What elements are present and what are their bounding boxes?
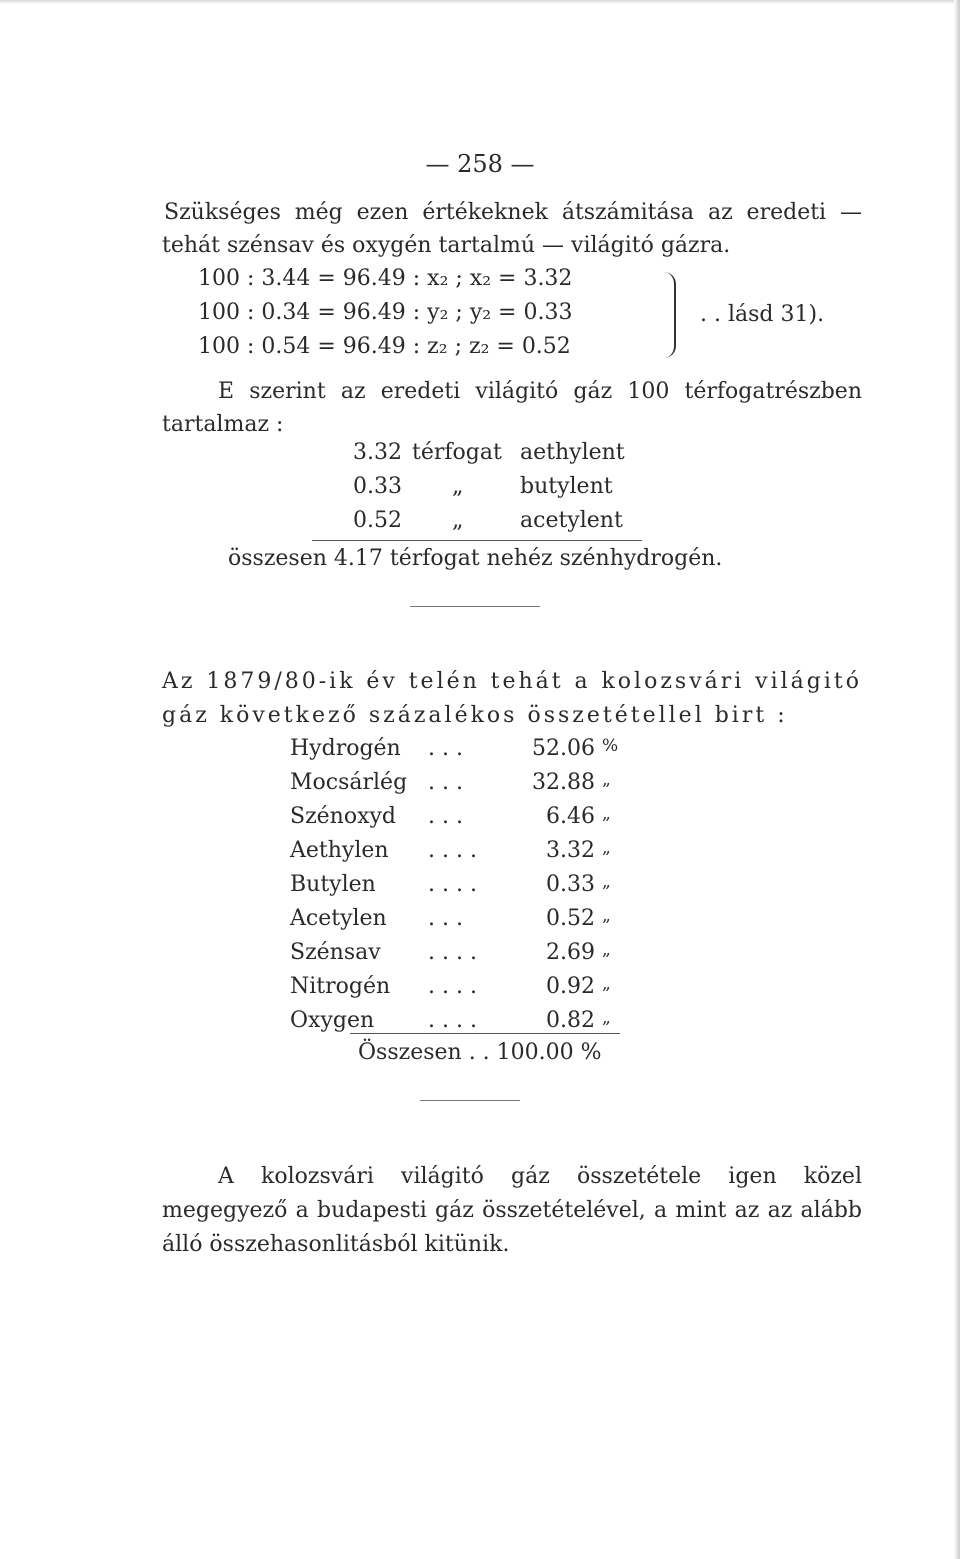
table-row (290, 736, 650, 770)
table-row (290, 770, 650, 804)
unit-mark: „ (602, 804, 611, 824)
gas-name: Aethylen (290, 838, 389, 863)
section-divider (410, 606, 540, 607)
gas-percent: 3.32 (546, 838, 595, 863)
gas-percent: 2.69 (546, 940, 595, 965)
unit-mark: % (602, 736, 619, 756)
gas-unit-aethylent: térfogat (412, 440, 502, 465)
table-row (290, 1008, 650, 1042)
table-row (290, 872, 650, 906)
equation-brace (662, 272, 676, 358)
gas-name: Hydrogén (290, 736, 401, 761)
intro-paragraph: Szükséges még ezen értékeknek átszámitása az eredeti — tehát szénsav és oxygén tartalmú — világitó gázra. (162, 200, 862, 258)
equations-reference: . . lásd 31). (700, 302, 825, 327)
equation-line-1: 100 : 3.44 = 96.49 : x₂ ; x₂ = 3.32 (198, 266, 573, 291)
closing-paragraph: A kolozsvári világitó gáz összetétele igen közel megegyező a budapesti gáz összetételével, a mint az az alább álló összehasonlitásból kitünik. (162, 1164, 862, 1257)
gas-value-aethylent: 3.32 (353, 440, 402, 465)
gas-name: Mocsárlég (290, 770, 408, 795)
gas-percent: 0.82 (546, 1008, 595, 1033)
content-paragraph: E szerint az eredeti világitó gáz 100 térfogatrészben tartalmaz : (162, 379, 862, 437)
gas-name-aethylent: aethylent (520, 440, 625, 465)
gas-name: Szénoxyd (290, 804, 397, 829)
gas-name: Szénsav (290, 940, 381, 965)
gas-sum-rule (312, 540, 642, 541)
table-row (290, 906, 650, 940)
leader-dots: . . . (428, 770, 463, 795)
unit-mark: „ (602, 974, 611, 994)
leader-dots: . . . . (428, 940, 477, 965)
table-row (290, 940, 650, 974)
gas-value-acetylent: 0.52 (353, 508, 402, 533)
scan-top-edge (0, 0, 960, 4)
table-total: Összesen . . 100.00 % (358, 1040, 602, 1065)
gas-percent: 52.06 (532, 736, 595, 761)
gas-value-butylent: 0.33 (353, 474, 402, 499)
gas-name-butylent: butylent (520, 474, 613, 499)
gas-name-acetylent: acetylent (520, 508, 623, 533)
unit-mark: „ (602, 872, 611, 892)
composition-intro-paragraph: Az 1879/80-ik év telén tehát a kolozsvári világitó gáz következő százalékos összetétellel birt : (162, 669, 862, 728)
unit-mark: „ (602, 770, 611, 790)
gas-percent: 0.33 (546, 872, 595, 897)
leader-dots: . . . . (428, 872, 477, 897)
unit-mark: „ (602, 1008, 611, 1028)
gas-unit-acetylent: „ (452, 508, 464, 533)
table-row (290, 974, 650, 1008)
leader-dots: . . . (428, 906, 463, 931)
gas-percent: 0.92 (546, 974, 595, 999)
table-row (290, 838, 650, 872)
gas-unit-butylent: „ (452, 474, 464, 499)
equation-line-3: 100 : 0.54 = 96.49 : z₂ ; z₂ = 0.52 (198, 334, 571, 359)
gas-name: Oxygen (290, 1008, 375, 1033)
equation-line-2: 100 : 0.34 = 96.49 : y₂ ; y₂ = 0.33 (198, 300, 573, 325)
leader-dots: . . . (428, 736, 463, 761)
table-sum-rule (350, 1033, 620, 1034)
gas-percent: 6.46 (546, 804, 595, 829)
section-divider (420, 1100, 520, 1101)
table-row (290, 804, 650, 838)
leader-dots: . . . . (428, 974, 477, 999)
leader-dots: . . . . (428, 1008, 477, 1033)
leader-dots: . . . . (428, 838, 477, 863)
scan-right-edge (954, 0, 960, 1559)
page-number: — 258 — (425, 150, 535, 178)
gas-percent: 0.52 (546, 906, 595, 931)
gas-name: Butylen (290, 872, 376, 897)
gas-name: Nitrogén (290, 974, 391, 999)
unit-mark: „ (602, 940, 611, 960)
gas-percent: 32.88 (532, 770, 595, 795)
gas-sum-line: összesen 4.17 térfogat nehéz szénhydrogén. (228, 546, 723, 571)
unit-mark: „ (602, 906, 611, 926)
gas-name: Acetylen (290, 906, 387, 931)
unit-mark: „ (602, 838, 611, 858)
leader-dots: . . . (428, 804, 463, 829)
